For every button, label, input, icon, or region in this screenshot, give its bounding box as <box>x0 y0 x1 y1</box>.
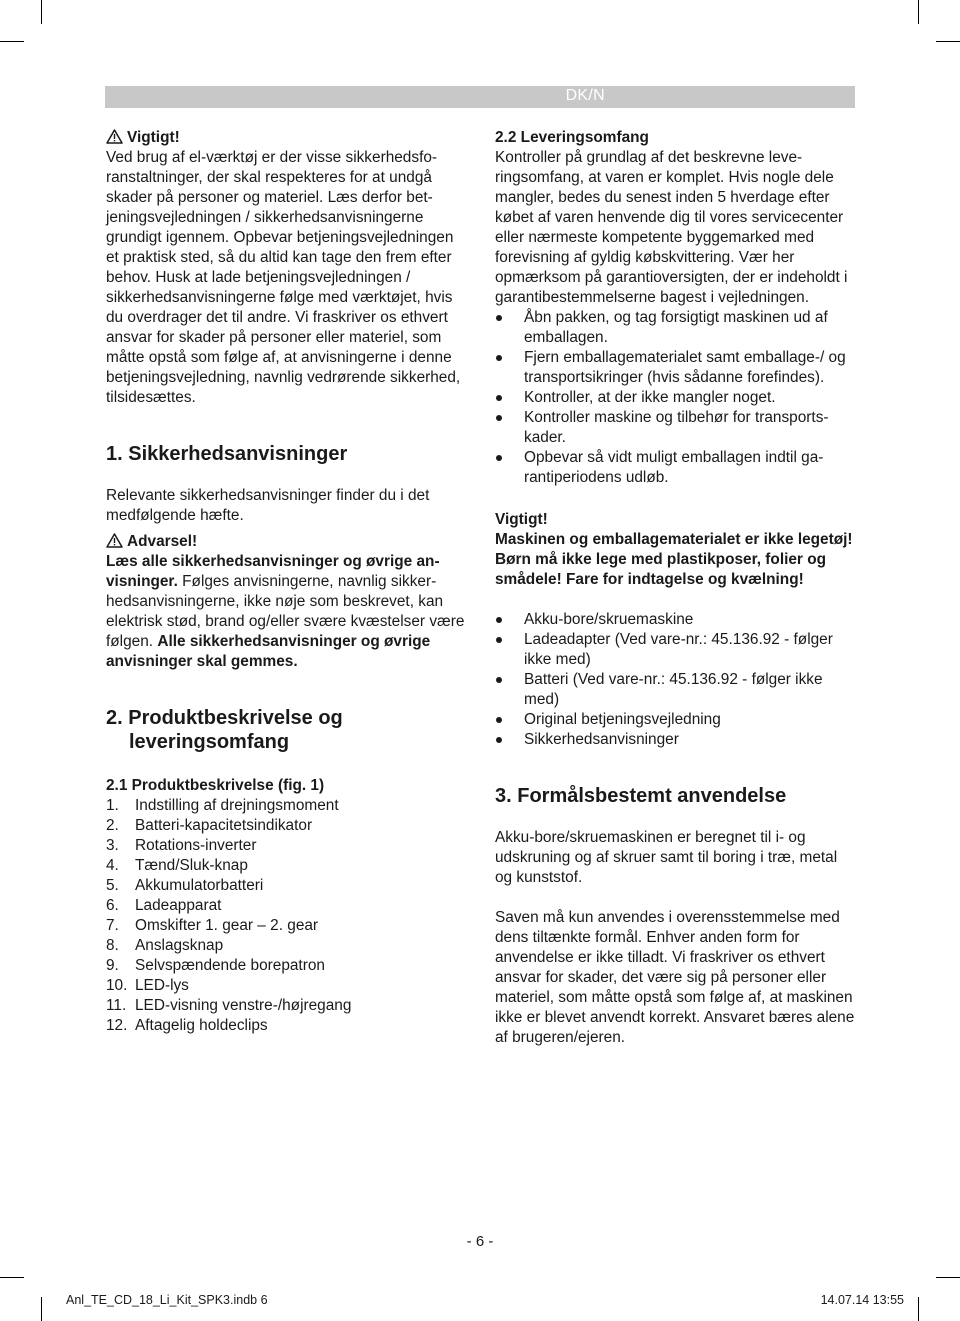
unpacking-step: Opbevar så vidt muligt emballagen indtil garantiperiodens udløb. <box>495 448 857 488</box>
parts-list-item <box>106 936 468 956</box>
advarsel-heading <box>106 532 468 552</box>
section-2-title-line1: 2. Produktbeskrivelse og <box>106 707 343 729</box>
delivery-contents <box>495 610 857 750</box>
parts-list-item <box>106 856 468 876</box>
part-label: Ladeapparat <box>135 897 222 914</box>
parts-list <box>106 796 468 1036</box>
part-label: Rotations-inverter <box>135 837 257 854</box>
parts-list-item <box>106 876 468 896</box>
part-number: 12. <box>106 1017 128 1034</box>
section-1-title: 1. Sikkerhedsanvisninger <box>106 443 348 465</box>
section-2-title <box>106 706 468 754</box>
parts-list-item <box>106 976 468 996</box>
part-label: Batteri-kapacitetsindikator <box>135 817 313 834</box>
parts-list-item <box>106 796 468 816</box>
warning-icon <box>106 129 123 144</box>
parts-list-item <box>106 816 468 836</box>
delivery-item: Batteri (Ved vare-nr.: 45.136.92 - følger ikke med) <box>495 670 857 710</box>
unpacking-step: Fjern emballagematerialet samt emballage-/ og transportsikringer (hvis sådanne forefindes). <box>495 348 857 388</box>
crop-mark <box>936 1277 960 1278</box>
part-label: Omskifter 1. gear – 2. gear <box>135 917 319 934</box>
part-number: 7. <box>106 917 119 934</box>
advarsel-bold-2: Alle sikkerhedsanvisninger og øvrige anvisninger skal gemmes. <box>106 633 431 670</box>
parts-list-item <box>106 996 468 1016</box>
unpacking-step: Kontroller, at der ikke mangler noget. <box>495 388 857 408</box>
part-label: Aftagelig holdeclips <box>135 1017 268 1034</box>
parts-list-item <box>106 956 468 976</box>
part-number: 6. <box>106 897 119 914</box>
part-number: 11. <box>106 997 127 1014</box>
warning-text: Ved brug af el-værktøj er der visse sikkerhedsforanstaltninger, der skal respekteres for at undgå skader på personer og materiel. Læs derfor betjeningsvejledningen / sikkerhedsanvisningerne grundigt igennem. Opbevar betjeningsvejledningen et praktisk sted, så du altid kan tage den frem efter behov. Husk at lade betjeningsvejledningen / sikkerhedsanvisningerne følge med værktøjet, hvis du overdrager det til andre. Vi fraskriver os ethvert ansvar for skader på personer eller materiel, som måtte opstå som følge af, at anvisningerne i denne betjeningsvejledning, navnlig vedrørende sikkerhed, tilsidesættes. <box>106 149 461 406</box>
part-number: 9. <box>106 957 119 974</box>
part-number: 2. <box>106 817 119 834</box>
part-label: LED-visning venstre-/højregang <box>135 997 352 1014</box>
right-column <box>495 128 857 1048</box>
part-number: 1. <box>106 797 119 814</box>
advarsel-text: Følges anvisningerne, navnlig sikkerhedsanvisningerne, ikke nøje som beskrevet, kan elektrisk stød, brand og/eller svære kvæstelser være følgen. <box>106 573 465 650</box>
advarsel-title: Advarsel! <box>127 533 198 550</box>
left-column <box>106 128 468 1036</box>
warning-heading <box>106 128 468 148</box>
crop-mark <box>918 0 919 24</box>
language-code: DK/N <box>565 87 605 104</box>
footer-date: 14.07.14 13:55 <box>820 1293 904 1307</box>
unpacking-step: Åbn pakken, og tag forsigtigt maskinen ud af emballagen. <box>495 308 857 348</box>
parts-list-item <box>106 916 468 936</box>
part-number: 10. <box>106 977 128 994</box>
part-label: Akkumulatorbatteri <box>135 877 264 894</box>
footer-file: Anl_TE_CD_18_Li_Kit_SPK3.indb 6 <box>66 1293 268 1307</box>
unpacking-step: Kontroller maskine og tilbehør for transportskader. <box>495 408 857 448</box>
part-number: 8. <box>106 937 119 954</box>
crop-mark <box>41 1297 42 1321</box>
parts-list-item <box>106 1016 468 1036</box>
crop-mark <box>0 41 24 42</box>
warning-title: Vigtigt! <box>127 129 180 146</box>
section-2-2-text: Kontroller på grundlag af det beskrevne leveringsomfang, at varen er komplet. Hvis nogle dele mangler, bedes du senest inden 5 hverdage efter købet af varen henvende dig til vores servicecenter eller nærmeste kompetente byggemarked med forevisning af gyldig købskvittering. Vær her opmærksom på garantioversigten, der er indeholdt i garantibestemmelserne bagest i vejledningen. <box>495 149 848 306</box>
section-2-title-line2: leveringsomfang <box>129 731 290 753</box>
important-text: Maskinen og emballagematerialet er ikke legetøj! Børn må ikke lege med plastikposer, folier og smådele! Fare for indtagelse og kvælning! <box>495 531 853 588</box>
part-label: Anslagsknap <box>135 937 224 954</box>
part-label: LED-lys <box>135 977 189 994</box>
delivery-item: Sikkerhedsanvisninger <box>495 730 857 750</box>
crop-mark <box>918 1297 919 1321</box>
crop-mark <box>41 0 42 24</box>
section-2-2-title: 2.2 Leveringsomfang <box>495 129 649 146</box>
part-label: Tænd/Sluk-knap <box>135 857 248 874</box>
parts-list-item <box>106 896 468 916</box>
important-title: Vigtigt! <box>495 511 548 528</box>
delivery-item: Akku-bore/skruemaskine <box>495 610 857 630</box>
unpacking-steps <box>495 308 857 488</box>
section-3-title: 3. Formålsbestemt anvendelse <box>495 785 787 807</box>
crop-mark <box>0 1277 24 1278</box>
part-number: 3. <box>106 837 119 854</box>
header-bar <box>105 86 855 108</box>
delivery-item: Ladeadapter (Ved vare-nr.: 45.136.92 - følger ikke med) <box>495 630 857 670</box>
part-number: 4. <box>106 857 119 874</box>
part-label: Selvspændende borepatron <box>135 957 325 974</box>
section-1-text: Relevante sikkerhedsanvisninger finder du i det medfølgende hæfte. <box>106 487 430 524</box>
parts-list-item <box>106 836 468 856</box>
section-3-text-2: Saven må kun anvendes i overensstemmelse med dens tiltænkte formål. Enhver anden form for anvendelse er ikke tilladt. Vi fraskriver os ethvert ansvar for skader, det være sig på personer eller materiel, som måtte opstå som følge af, at maskinen ikke er blevet anvendt korrekt. Ansvaret bæres alene af brugeren/ejeren. <box>495 909 855 1046</box>
crop-mark <box>936 41 960 42</box>
delivery-item: Original betjeningsvejledning <box>495 710 857 730</box>
advarsel-paragraph <box>106 552 468 672</box>
advarsel-bold: Læs alle sikkerhedsanvisninger og øvrige anvisninger. <box>106 553 440 590</box>
section-3-text-1: Akku-bore/skruemaskinen er beregnet til i- og udskruning og af skruer samt til boring i træ, metal og kunststof. <box>495 829 838 886</box>
page-number: - 6 - <box>466 1233 494 1250</box>
part-label: Indstilling af drejningsmoment <box>135 797 339 814</box>
warning-icon <box>106 533 123 548</box>
part-number: 5. <box>106 877 119 894</box>
section-2-1-title: 2.1 Produktbeskrivelse (fig. 1) <box>106 777 325 794</box>
